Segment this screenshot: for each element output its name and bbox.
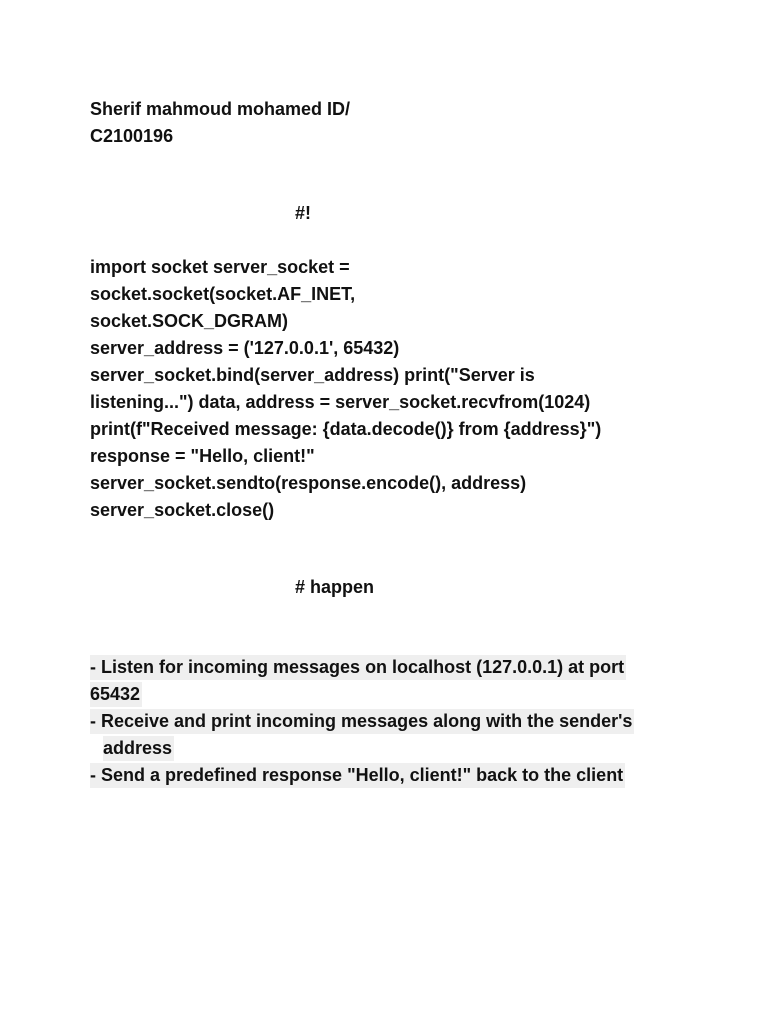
author-name-line: Sherif mahmoud mohamed ID/ bbox=[90, 99, 351, 119]
author-id-line: C2100196 bbox=[90, 126, 174, 146]
code-line: listening...") data, address = server_socket.recvfrom(1024) bbox=[90, 392, 591, 412]
bullet-text: - Listen for incoming messages on localhost (127.0.0.1) at port 65432 bbox=[90, 655, 626, 707]
bullet-text: - Receive and print incoming messages along with the sender's address bbox=[90, 709, 634, 761]
bullet-item bbox=[90, 762, 670, 789]
code-line: import socket server_socket = bbox=[90, 257, 350, 277]
code-line: server_socket.bind(server_address) print("Server is bbox=[90, 365, 535, 385]
author-block bbox=[90, 96, 350, 150]
code-block bbox=[90, 254, 690, 524]
code-line: server_socket.sendto(response.encode(), address) bbox=[90, 473, 527, 493]
code-line: socket.socket(socket.AF_INET, bbox=[90, 284, 356, 304]
bullet-item bbox=[90, 654, 670, 708]
code-line: response = "Hello, client!" bbox=[90, 446, 315, 466]
bullet-text: - Send a predefined response "Hello, client!" back to the client bbox=[90, 763, 625, 788]
bullet-item bbox=[90, 708, 670, 762]
code-line: print(f"Received message: {data.decode()} from {address}") bbox=[90, 419, 602, 439]
code-line: server_address = ('127.0.0.1', 65432) bbox=[90, 338, 400, 358]
code-line: server_socket.close() bbox=[90, 500, 275, 520]
code-line: socket.SOCK_DGRAM) bbox=[90, 311, 289, 331]
happen-heading: # happen bbox=[295, 577, 375, 597]
bullet-list bbox=[90, 654, 670, 789]
shebang-heading: #! bbox=[295, 203, 312, 223]
